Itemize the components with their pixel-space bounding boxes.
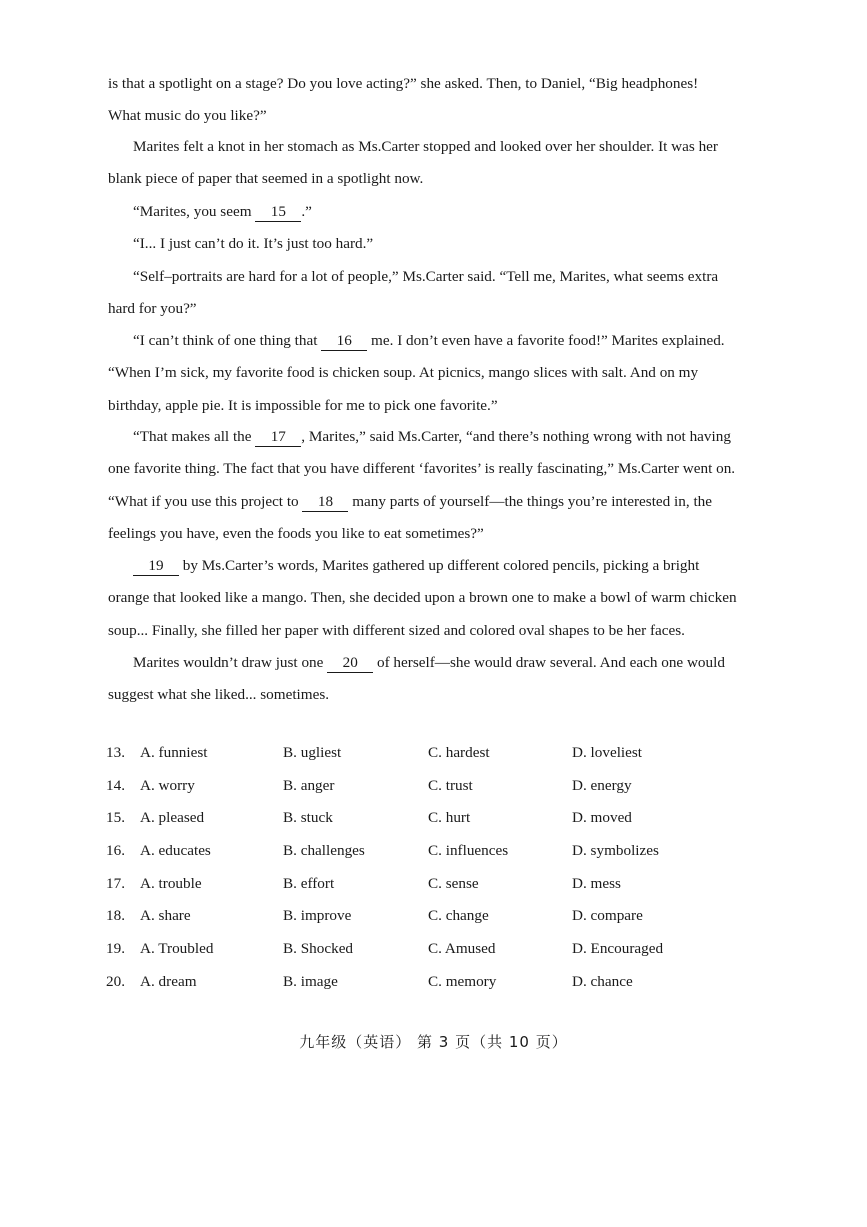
question-number: 15. bbox=[106, 809, 125, 827]
passage-paragraph-7 bbox=[108, 421, 740, 551]
passage-paragraph-6 bbox=[108, 325, 740, 422]
option-d: D. symbolizes bbox=[572, 842, 659, 860]
option-d: D. compare bbox=[572, 907, 643, 925]
option-d: D. moved bbox=[572, 809, 632, 827]
option-d: D. chance bbox=[572, 972, 633, 990]
option-b: B. improve bbox=[283, 907, 352, 925]
blank-19: 19 bbox=[133, 557, 179, 576]
option-a: A. Troubled bbox=[140, 940, 214, 958]
passage-text: .” bbox=[301, 203, 312, 220]
passage-text: “I can’t think of one thing that bbox=[133, 332, 322, 349]
question-number: 14. bbox=[106, 776, 125, 794]
option-d: D. Encouraged bbox=[572, 940, 664, 958]
option-c: C. influences bbox=[428, 842, 509, 860]
option-a: A. share bbox=[140, 907, 191, 925]
passage-text: Marites wouldn’t draw just one bbox=[133, 654, 328, 671]
option-c: C. trust bbox=[428, 776, 473, 794]
option-c: C. hardest bbox=[428, 744, 490, 761]
option-a: A. worry bbox=[140, 776, 195, 794]
option-c: C. change bbox=[428, 907, 489, 925]
option-b: B. anger bbox=[283, 776, 335, 794]
option-d: D. loveliest bbox=[572, 744, 643, 761]
passage-text: of herself—she would draw several. And each one would suggest what she liked... sometimes. bbox=[108, 654, 725, 704]
option-row bbox=[106, 940, 746, 973]
option-row bbox=[106, 973, 746, 1006]
option-a: A. pleased bbox=[140, 809, 205, 827]
question-number: 16. bbox=[106, 842, 125, 860]
option-row bbox=[106, 777, 746, 810]
option-b: B. ugliest bbox=[283, 744, 342, 761]
option-b: B. stuck bbox=[283, 809, 333, 827]
option-b: B. Shocked bbox=[283, 940, 354, 958]
option-row bbox=[106, 875, 746, 908]
option-b: B. effort bbox=[283, 874, 335, 892]
option-row bbox=[106, 744, 746, 777]
option-c: C. hurt bbox=[428, 809, 471, 827]
option-row bbox=[106, 809, 746, 842]
passage-paragraph-3 bbox=[108, 196, 740, 228]
question-number: 20. bbox=[106, 972, 125, 990]
question-number: 17. bbox=[106, 874, 125, 892]
question-number: 18. bbox=[106, 907, 125, 925]
passage-text: by Ms.Carter’s words, Marites gathered up different colored pencils, picking a bright orange that looked like a mango. Then, she decided upon a brown one to make a bowl of warm chicken soup... Finally, she filled her paper with different sized and colored oval shapes to be her faces. bbox=[108, 557, 737, 639]
option-b: B. image bbox=[283, 972, 338, 990]
option-row bbox=[106, 907, 746, 940]
passage-paragraph-4: “I... I just can’t do it. It’s just too hard.” bbox=[133, 235, 374, 252]
blank-17: 17 bbox=[255, 428, 301, 447]
passage-text: , Marites,” said Ms.Carter, “and there’s nothing wrong with not having one favorite thing. The fact that you have different ‘favorites’ is really fascinating,” Ms.Carter went on. “What if you use this project to bbox=[108, 428, 736, 510]
passage-paragraph-5: “Self–portraits are hard for a lot of people,” Ms.Carter said. “Tell me, Marites, what seems extra hard for you?” bbox=[108, 268, 719, 318]
option-row bbox=[106, 842, 746, 875]
passage-paragraph-1 bbox=[108, 68, 740, 133]
page-footer: 九年级（英语） 第 3 页（共 10 页） bbox=[299, 1033, 568, 1051]
passage-paragraph-8 bbox=[108, 550, 740, 647]
option-c: C. sense bbox=[428, 874, 479, 892]
passage-text: many parts of yourself—the things you’re interested in, the feelings you have, even the foods you like to eat sometimes?” bbox=[108, 492, 713, 543]
answer-options bbox=[106, 744, 746, 1006]
blank-16: 16 bbox=[321, 332, 367, 351]
question-number: 13. bbox=[106, 744, 125, 761]
passage-line: is that a spotlight on a stage? Do you love acting?” she asked. Then, to Daniel, “Big headphones! bbox=[108, 75, 699, 92]
blank-15: 15 bbox=[255, 203, 301, 222]
option-d: D. energy bbox=[572, 776, 632, 794]
passage-text: “That makes all the bbox=[133, 428, 256, 445]
option-b: B. challenges bbox=[283, 842, 365, 860]
passage-paragraph-2: Marites felt a knot in her stomach as Ms.Carter stopped and looked over her shoulder. It was her blank piece of paper that seemed in a spotlight now. bbox=[108, 138, 718, 188]
blank-20: 20 bbox=[327, 654, 373, 673]
option-a: A. dream bbox=[140, 972, 197, 990]
blank-18: 18 bbox=[302, 493, 348, 512]
passage-text: me. I don’t even have a favorite food!” Marites explained. “When I’m sick, my favorite food is chicken soup. At picnics, mango slices with salt. And on my birthday, apple pie. It is impossible for me to pick one favorite.” bbox=[108, 332, 725, 414]
option-c: C. Amused bbox=[428, 940, 496, 958]
passage-text: “Marites, you seem bbox=[133, 203, 256, 220]
question-number: 19. bbox=[106, 940, 125, 958]
passage-line: What music do you like?” bbox=[108, 107, 267, 125]
option-a: A. educates bbox=[140, 842, 211, 860]
option-d: D. mess bbox=[572, 874, 621, 892]
passage-paragraph-9 bbox=[108, 647, 740, 712]
option-a: A. funniest bbox=[140, 744, 208, 761]
option-a: A. trouble bbox=[140, 874, 202, 892]
option-c: C. memory bbox=[428, 972, 497, 990]
